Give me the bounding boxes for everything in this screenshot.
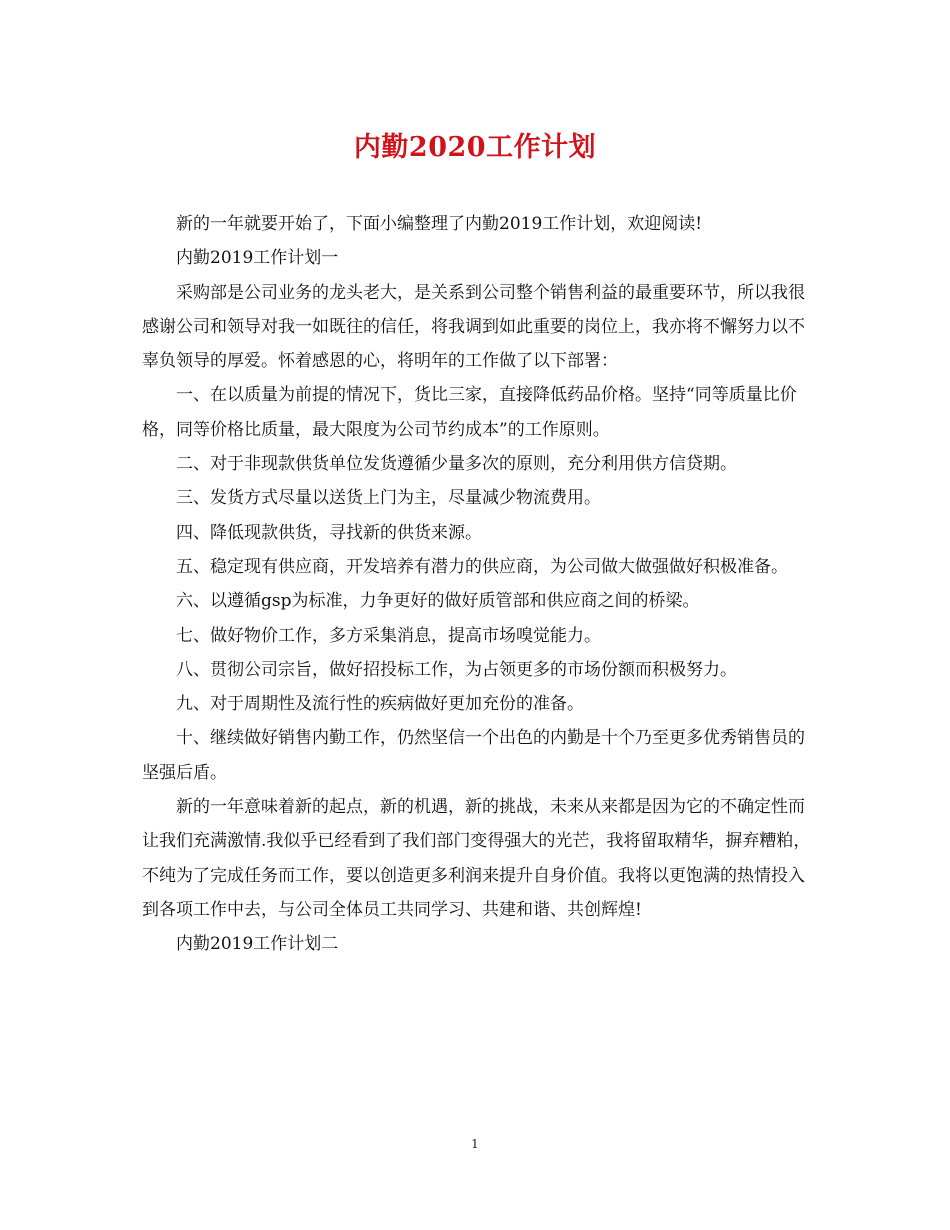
section-heading-plan-one: 内勤2019工作计划一 xyxy=(176,248,339,269)
list-item-9: 九、对于周期性及流行性的疾病做好更加充份的准备。 xyxy=(176,694,584,715)
paragraph-purchasing: 采购部是公司业务的龙头老大，是关系到公司整个销售利益的最重要环节，所以我很感谢公司和领导对我一如既往的信任，将我调到如此重要的岗位上，我亦将不懈努力以不辜负领导的厚爱。怀着感恩的心，将明年的工作做了以下部署： xyxy=(142,282,805,372)
list-item-4: 四、降低现款供货，寻找新的供货来源。 xyxy=(176,522,482,543)
paragraph-conclusion: 新的一年意味着新的起点，新的机遇，新的挑战，未来从来都是因为它的不确定性而让我们充满激情.我似乎已经看到了我们部门变得强大的光芒，我将留取精华，摒弃糟粕，不纯为了完成任务而工作，要以创造更多利润来提升自身价值。我将以更饱满的热情投入到各项工作中去，与公司全体员工共同学习、共建和谐、共创辉煌! xyxy=(142,797,811,920)
list-item-3: 三、发货方式尽量以送货上门为主，尽量减少物流费用。 xyxy=(176,488,601,509)
list-item-8: 八、贯彻公司宗旨，做好招投标工作，为占领更多的市场份额而积极努力。 xyxy=(176,659,737,680)
list-item-6: 六、以遵循gsp为标准，力争更好的做好质管部和供应商之间的桥梁。 xyxy=(176,591,700,612)
list-item-7: 七、做好物价工作，多方采集消息，提高市场嗅觉能力。 xyxy=(176,625,601,646)
document-body xyxy=(142,207,812,962)
paragraph-intro: 新的一年就要开始了，下面小编整理了内勤2019工作计划，欢迎阅读! xyxy=(176,214,703,234)
list-item-2: 二、对于非现款供货单位发货遵循少量多次的原则，充分利用供方信贷期。 xyxy=(176,454,737,475)
page-number: 1 xyxy=(471,1137,479,1151)
list-item-5: 五、稳定现有供应商，开发培养有潜力的供应商，为公司做大做强做好积极准备。 xyxy=(176,556,788,577)
list-item-1: 一、在以质量为前提的情况下，货比三家，直接降低药品价格。坚持“同等质量比价格，同等价格比质量，最大限度为公司节约成本”的工作原则。 xyxy=(142,385,797,440)
document-title: 内勤2020工作计划 xyxy=(353,132,597,163)
section-heading-plan-two: 内勤2019工作计划二 xyxy=(176,934,339,955)
list-item-10: 十、继续做好销售内勤工作，仍然坚信一个出色的内勤是十个乃至更多优秀销售员的坚强后盾。 xyxy=(142,728,805,783)
